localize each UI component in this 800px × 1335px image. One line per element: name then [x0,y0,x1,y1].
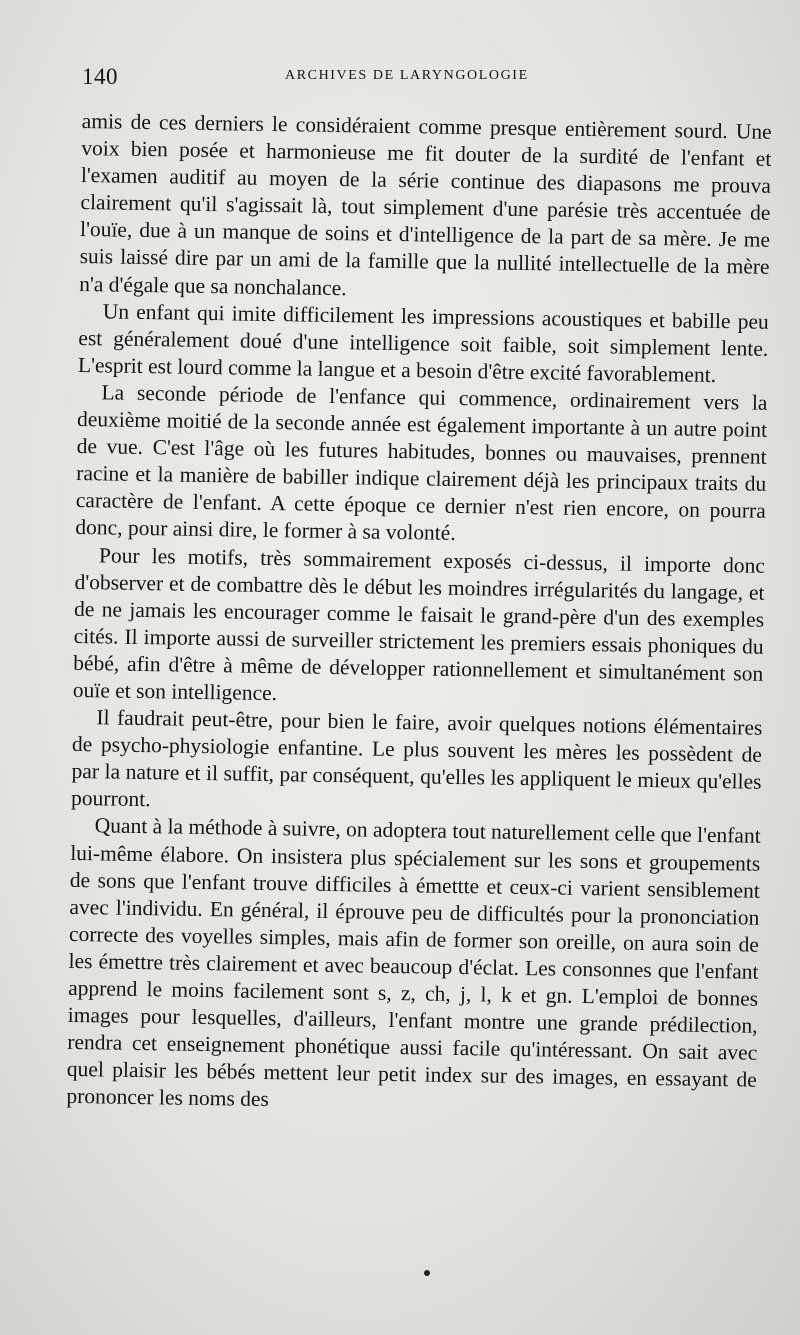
running-title: ARCHIVES DE LARYNGOLOGIE [285,68,529,83]
paragraph: Pour les motifs, très sommairement exposés ci-dessus, il importe donc d'observer et de combattre dès le début les moindres irrégularités du langage, et de ne jamais les encourager comme le faisait le grand-père d'un des exemples cités. Il importe aussi de surveiller strictement les premiers essais phoniques du bébé, afin d'être à même de développer rationnellement et simultanément son ouïe et son intelligence. [72,542,766,706]
ink-speck [424,1270,430,1276]
paragraph: amis de ces derniers le considéraient comme presque entièrement sourd. Une voix bien posée et harmonieuse me fit douter de la surdité de l'enfant et l'examen auditif au moyen de la série continue des diapasons me prouva clairement qu'il s'agissait là, tout simplement d'une parésie très accentuée de l'ouïe, due à un manque de soins et d'intelligence de la part de sa mère. Je me suis laissé dire par un ami de la famille que la nullité intellectuelle de la mère n'a d'égale que sa nonchalance. [79,108,772,300]
page-number: 140 [82,64,118,89]
paragraph: Un enfant qui imite difficilement les impressions acoustiques et babille peu est généralement doué d'une intelligence soit faible, soit simplement lente. L'esprit est lourd comme la langue et a besoin d'être excité favorablement. [77,299,769,387]
paragraph: Quant à la méthode à suivre, on adoptera tout naturellement celle que l'enfant lui-même élabore. On insistera plus spécialement sur les sons et groupements de sons que l'enfant trouve difficiles à émettte et ceux-ci varient sensiblement avec l'individu. En général, il éprouve peu de difficultés pour la prononciation correcte des voyelles simples, mais afin de former son oreille, on aura soin de les émettre très clairement et avec beaucoup d'éclat. Les consonnes que l'enfant apprend le moins facilement sont s, z, ch, j, l, k et gn. L'emploi de bonnes images pour lesquelles, d'ailleurs, l'enfant montre une grande prédilection, rendra cet enseignement phonétique aussi facile qu'intéressant. On sait avec quel plaisir les bébés mettent leur petit index sur des images, en essayant de prononcer les noms des [66,813,761,1112]
paragraph: La seconde période de l'enfance qui commence, ordinairement vers la deuxième moitié de la seconde année est également importante à un autre point de vue. C'est l'âge où les futures habitudes, bonnes ou mauvaises, prennent racine et la manière de babiller indique clairement déjà les principaux traits du caractère de l'enfant. A cette époque ce dernier n'est rien encore, on pourra donc, pour ainsi dire, le former à sa volonté. [75,380,768,546]
page-header [82,62,768,94]
body-text [66,108,772,1121]
paragraph: Il faudrait peut-être, pour bien le faire, avoir quelques notions élémentaires de psycho-physiologie enfantine. Le plus souvent les mères les possèdent de par la nature et il suffit, par conséquent, qu'elles les appliquent le mieux qu'elles pourront. [70,705,763,812]
